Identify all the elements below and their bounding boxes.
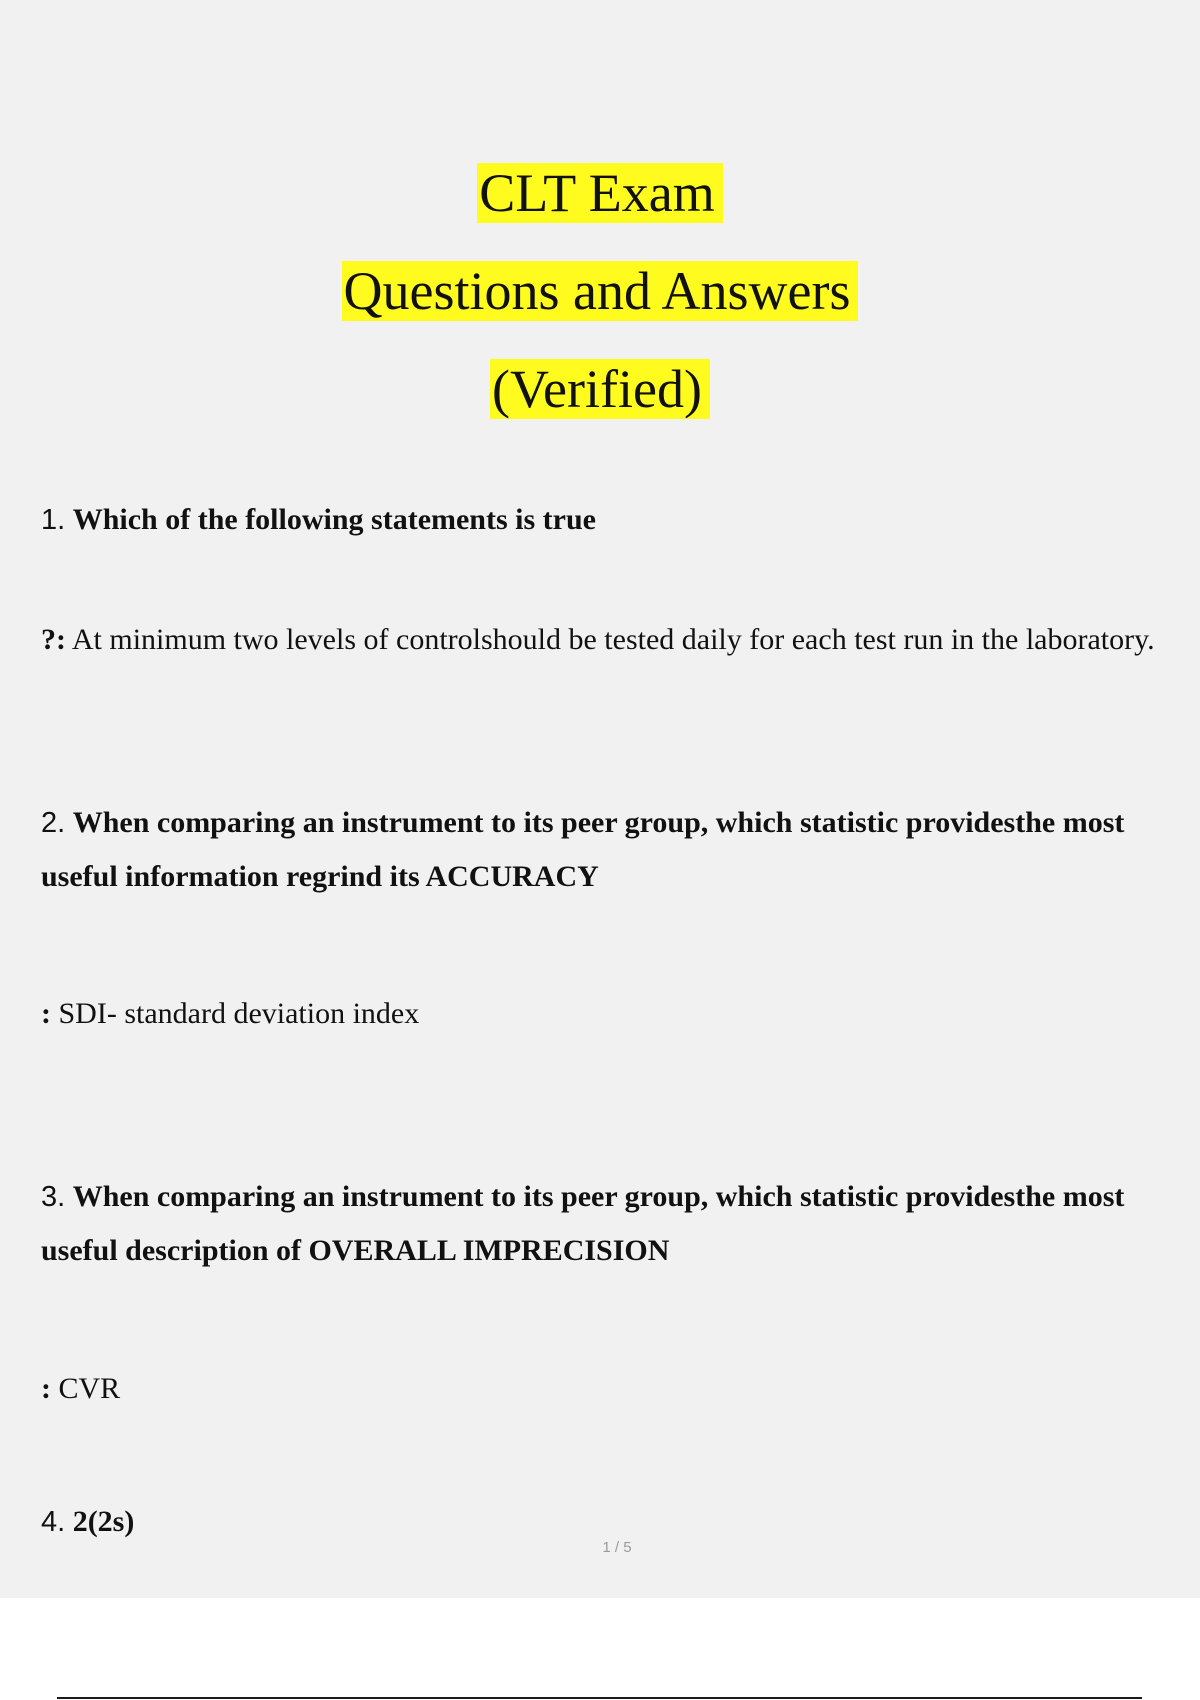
- answer-1: [41, 613, 1161, 667]
- question-number: 4.: [41, 1506, 66, 1538]
- answer-3: [41, 1362, 1161, 1416]
- title-line-3: [0, 356, 1200, 422]
- answer-marker: ?:: [41, 623, 66, 656]
- title-highlight: CLT Exam: [477, 163, 723, 223]
- question-2: [41, 796, 1161, 904]
- next-page-rule: [57, 1697, 1142, 1699]
- answer-2: [41, 987, 1161, 1041]
- answer-text: CVR: [58, 1372, 121, 1405]
- title-highlight: (Verified): [490, 359, 710, 419]
- question-text: Which of the following statements is true: [72, 503, 596, 536]
- answer-marker: :: [41, 1372, 51, 1405]
- title-line-1: [0, 160, 1200, 226]
- question-text: When comparing an instrument to its peer group, which statistic providesthe most useful description of OVERALL IMPRECISION: [41, 1180, 1125, 1267]
- title-highlight: Questions and Answers: [342, 261, 859, 321]
- question-3: [41, 1170, 1161, 1278]
- question-number: 1.: [41, 504, 66, 536]
- question-text: When comparing an instrument to its peer group, which statistic providesthe most useful information regrind its ACCURACY: [41, 806, 1125, 893]
- title-line-2: [0, 258, 1200, 324]
- question-text: 2(2s): [72, 1505, 135, 1538]
- question-number: 3.: [41, 1181, 66, 1213]
- question-number: 2.: [41, 807, 66, 839]
- answer-text: SDI- standard deviation index: [58, 997, 420, 1030]
- page-counter: 1 / 5: [602, 1539, 632, 1556]
- answer-text: At minimum two levels of controlshould be tested daily for each test run in the laboratory.: [71, 623, 1155, 656]
- question-1: [41, 493, 1161, 547]
- answer-marker: :: [41, 997, 51, 1030]
